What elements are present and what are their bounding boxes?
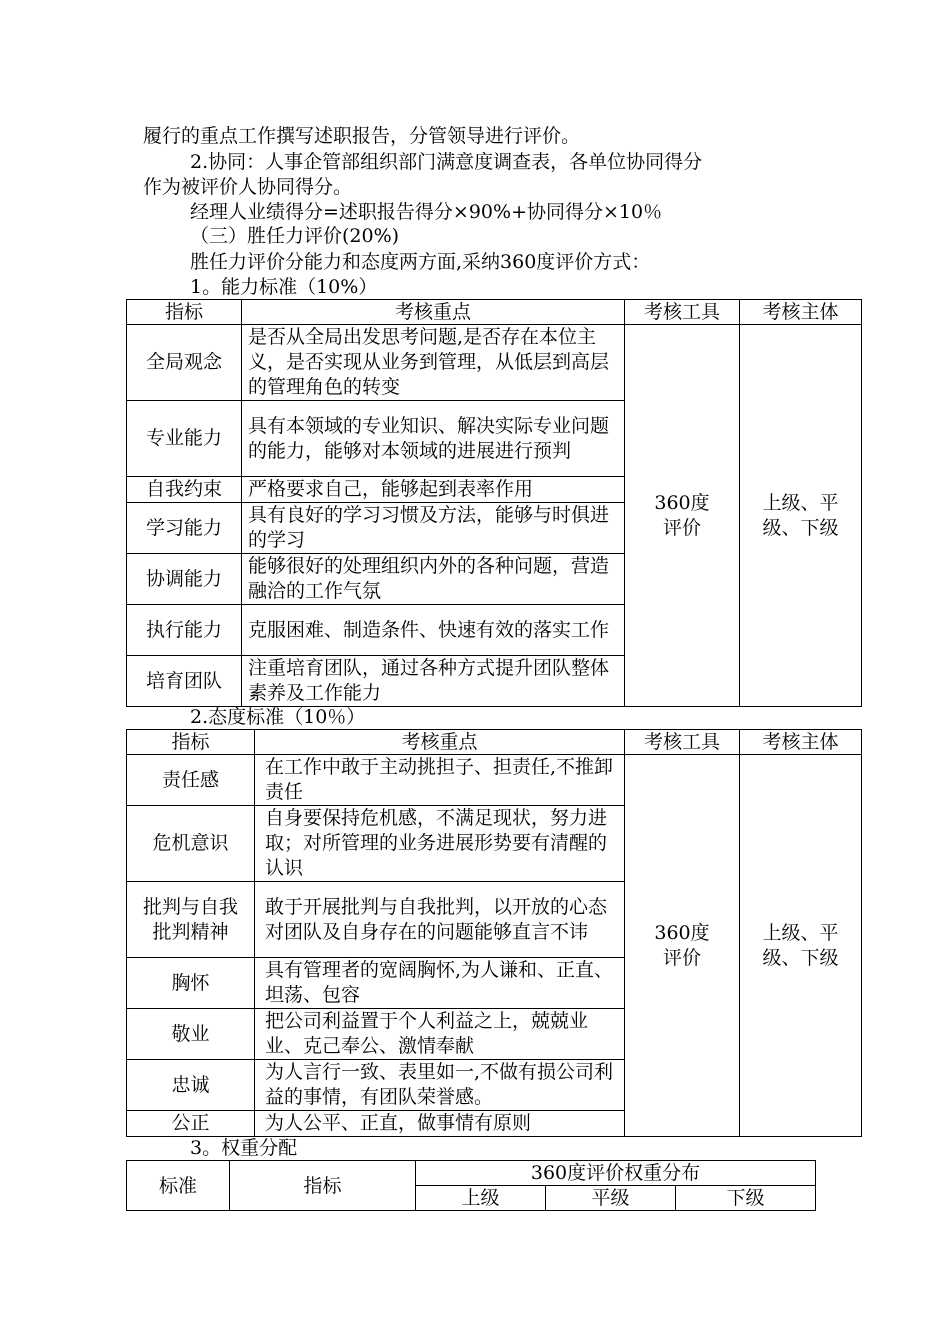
focus-cell: 能够很好的处理组织内外的各种问题，营造融洽的工作气氛: [242, 554, 625, 605]
header-indicator: 指标: [230, 1161, 416, 1211]
header-weight-group: 360度评价权重分布: [416, 1161, 816, 1186]
header-tool: 考核工具: [625, 300, 740, 325]
ability-table: [126, 299, 862, 707]
header-subject: 考核主体: [740, 300, 862, 325]
subject-cell: 上级、平 级、下级: [740, 755, 862, 1137]
focus-cell: 具有管理者的宽阔胸怀,为人谦和、正直、坦荡、包容: [255, 958, 625, 1009]
focus-cell: 严格要求自己，能够起到表率作用: [242, 477, 625, 503]
tool-cell: 360度 评价: [625, 325, 740, 707]
focus-cell: 具有本领域的专业知识、解决实际专业问题的能力，能够对本领域的进展进行预判: [242, 401, 625, 477]
subject-cell: 上级、平 级、下级: [740, 325, 862, 707]
paragraph-1: 履行的重点工作撰写述职报告，分管领导进行评价。: [143, 125, 581, 147]
header-indicator: 指标: [127, 730, 255, 755]
paragraph-4: 经理人业绩得分=述职报告得分×90%+协同得分×10％: [190, 201, 663, 223]
header-focus: 考核重点: [255, 730, 625, 755]
indicator-cell: 公正: [127, 1111, 255, 1137]
focus-cell: 为人言行一致、表里如一,不做有损公司利益的事情，有团队荣誉感。: [255, 1060, 625, 1111]
attitude-heading: 2.态度标准（10％）: [190, 706, 366, 728]
indicator-cell: 自我约束: [127, 477, 242, 503]
indicator-cell: 学习能力: [127, 503, 242, 554]
header-subject: 考核主体: [740, 730, 862, 755]
indicator-cell: 胸怀: [127, 958, 255, 1009]
focus-cell: 是否从全局出发思考问题,是否存在本位主义，是否实现从业务到管理，从低层到高层的管理角色的转变: [242, 325, 625, 401]
focus-cell: 具有良好的学习习惯及方法，能够与时俱进的学习: [242, 503, 625, 554]
focus-cell: 在工作中敢于主动挑担子、担责任,不推卸责任: [255, 755, 625, 806]
focus-cell: 注重培育团队，通过各种方式提升团队整体素养及工作能力: [242, 656, 625, 707]
indicator-cell: 敬业: [127, 1009, 255, 1060]
tool-cell: 360度 评价: [625, 755, 740, 1137]
indicator-cell: 协调能力: [127, 554, 242, 605]
weight-table: [126, 1160, 816, 1211]
ability-heading: 1。能力标准（10%）: [190, 276, 378, 298]
weight-heading: 3。权重分配: [190, 1137, 298, 1159]
header-focus: 考核重点: [242, 300, 625, 325]
attitude-table: [126, 729, 862, 1137]
section-heading: （三）胜任力评价(20%): [190, 225, 400, 247]
header-tool: 考核工具: [625, 730, 740, 755]
indicator-cell: 执行能力: [127, 605, 242, 656]
focus-cell: 自身要保持危机感，不满足现状，努力进取；对所管理的业务进展形势要有清醒的认识: [255, 806, 625, 882]
header-subordinate: 下级: [676, 1186, 816, 1211]
indicator-cell: 危机意识: [127, 806, 255, 882]
header-standard: 标准: [127, 1161, 230, 1211]
indicator-cell: 批判与自我 批判精神: [127, 882, 255, 958]
paragraph-3: 作为被评价人协同得分。: [143, 176, 353, 198]
focus-cell: 为人公平、正直，做事情有原则: [255, 1111, 625, 1137]
indicator-cell: 忠诚: [127, 1060, 255, 1111]
indicator-cell: 培育团队: [127, 656, 242, 707]
paragraph-5: 胜任力评价分能力和态度两方面,采纳360度评价方式：: [190, 251, 651, 273]
focus-cell: 敢于开展批判与自我批判，以开放的心态对团队及自身存在的问题能够直言不讳: [255, 882, 625, 958]
header-superior: 上级: [416, 1186, 546, 1211]
indicator-cell: 全局观念: [127, 325, 242, 401]
focus-cell: 把公司利益置于个人利益之上，兢兢业业、克己奉公、激情奉献: [255, 1009, 625, 1060]
focus-cell: 克服困难、制造条件、快速有效的落实工作: [242, 605, 625, 656]
header-peer: 平级: [546, 1186, 676, 1211]
indicator-cell: 专业能力: [127, 401, 242, 477]
header-indicator: 指标: [127, 300, 242, 325]
indicator-cell: 责任感: [127, 755, 255, 806]
paragraph-2: 2.协同：人事企管部组织部门满意度调查表，各单位协同得分: [190, 151, 703, 173]
